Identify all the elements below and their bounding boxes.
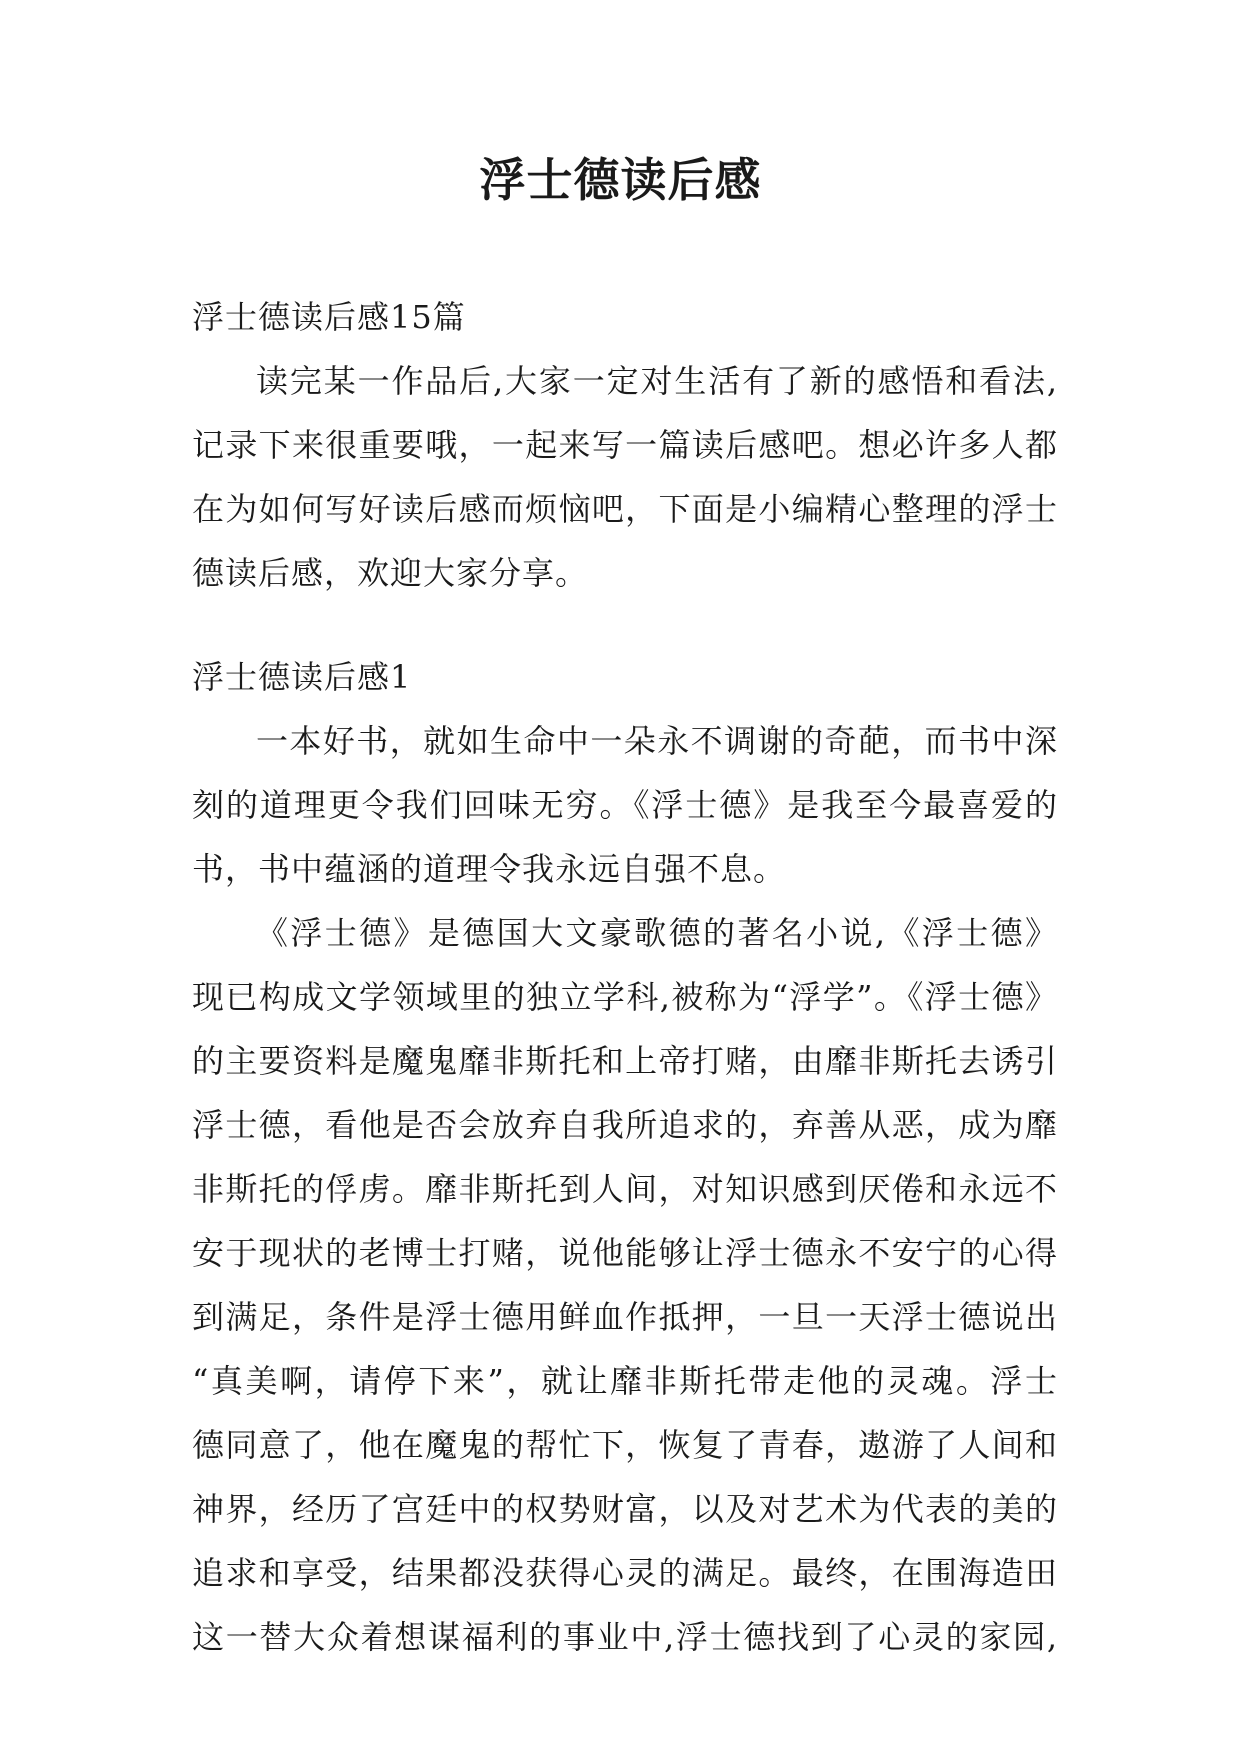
paragraph-line: 读完某一作品后,大家一定对生活有了新的感悟和看法,: [256, 362, 1058, 400]
paragraph-line: 的主要资料是魔鬼靡非斯托和上帝打赌，由靡非斯托去诱引: [192, 1042, 1058, 1080]
document-title: 浮士德读后感: [479, 153, 762, 207]
paragraph-line: 现已构成文学领域里的独立学科,被称为“浮学”。《浮士德》: [192, 978, 1058, 1016]
paragraph-line: 德同意了，他在魔鬼的帮忙下，恢复了青春，遨游了人间和: [192, 1426, 1058, 1464]
intro-paragraph: [192, 349, 1058, 605]
section-heading: 浮士德读后感1: [192, 658, 412, 696]
paragraph-line: 这一替大众着想谋福利的事业中,浮士德找到了心灵的家园,: [192, 1618, 1058, 1656]
paragraph-line: 书，书中蕴涵的道理令我永远自强不息。: [192, 850, 787, 888]
document-body: [192, 285, 1058, 1669]
paragraph-line: 安于现状的老博士打赌，说他能够让浮士德永不安宁的心得: [192, 1234, 1058, 1272]
paragraph-line: 《浮士德》是德国大文豪歌德的著名小说,《浮士德》: [256, 914, 1058, 952]
paragraph-line: 刻的道理更令我们回味无穷。《浮士德》是我至今最喜爱的: [192, 786, 1058, 824]
paragraph-line: 德读后感，欢迎大家分享。: [192, 554, 589, 592]
collection-subtitle: 浮士德读后感15篇: [192, 298, 466, 336]
paragraph-line: 浮士德，看他是否会放弃自我所追求的，弃善从恶，成为靡: [192, 1106, 1058, 1144]
paragraph-line: 到满足，条件是浮士德用鲜血作抵押，一旦一天浮士德说出: [192, 1298, 1058, 1336]
section1-paragraph-2: [192, 901, 1058, 1669]
section1-paragraph-1: [192, 709, 1058, 901]
section-spacer: [192, 605, 1058, 645]
paragraph-line: “真美啊，请停下来”，就让靡非斯托带走他的灵魂。浮士: [192, 1362, 1058, 1400]
paragraph-line: 在为如何写好读后感而烦恼吧，下面是小编精心整理的浮士: [192, 490, 1058, 528]
paragraph-line: 追求和享受，结果都没获得心灵的满足。最终，在围海造田: [192, 1554, 1058, 1592]
paragraph-line: 记录下来很重要哦，一起来写一篇读后感吧。想必许多人都: [192, 426, 1058, 464]
paragraph-line: 一本好书，就如生命中一朵永不调谢的奇葩，而书中深: [256, 722, 1058, 760]
paragraph-line: 神界，经历了宫廷中的权势财富，以及对艺术为代表的美的: [192, 1490, 1058, 1528]
paragraph-line: 非斯托的俘虏。靡非斯托到人间，对知识感到厌倦和永远不: [192, 1170, 1058, 1208]
